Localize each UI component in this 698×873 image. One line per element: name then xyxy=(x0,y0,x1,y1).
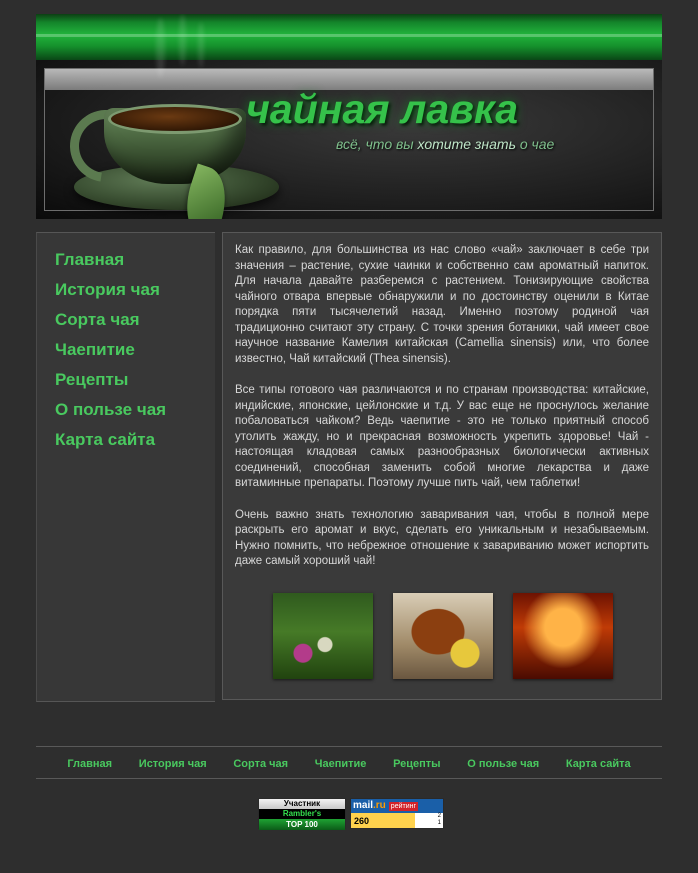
mailru-counter-extra xyxy=(415,813,443,828)
mailru-badge-header xyxy=(351,799,443,813)
footer-divider-top xyxy=(36,746,662,747)
content-paragraph-1: Как правило, для большинства из нас слово «чай» заключает в себе три значения – растение, сухие чаинки и собственно сам ароматный напиток. Для начала давайте разберемся с растением. Тонизирующие свойства чайного отвара впервые обнаружили и по достоинству оценили в Китае порядка пяти тысячелетий назад. Именно поэтому родиной чая традиционно считают эту страну. С точки зрения ботаники, чай имеет свое научное название Камелия китайская (Camellia sinensis) или, что более известно, Чай китайский (Thea sinensis). xyxy=(235,244,649,365)
mailru-logo-ru: .ru xyxy=(373,800,386,811)
rambler-top100-badge[interactable] xyxy=(258,798,346,829)
sidebar-link-chaepitie[interactable]: Чаепитие xyxy=(55,340,135,359)
sidebar-item-chaepitie[interactable] xyxy=(37,335,215,365)
mailru-counter-value: 260 xyxy=(351,813,415,828)
footer-link-chaepitie[interactable]: Чаепитие xyxy=(314,758,367,770)
footer-link-karta-sayta[interactable]: Карта сайта xyxy=(565,758,631,770)
sidebar-item-istoriya-chaya[interactable] xyxy=(37,275,215,305)
content-paragraph-3: Очень важно знать технологию заваривания чая, чтобы в полной мере раскрыть его аромат и вкус, сделать его уникальным и незабываемым. Нужно помнить, что небрежное отношение к завариванию может испортить даже самый хороший чай! xyxy=(235,508,649,567)
photo-tea-with-lemon xyxy=(393,593,493,679)
main-content xyxy=(222,232,662,700)
sidebar-item-recepty[interactable] xyxy=(37,365,215,395)
steam-wisp-icon xyxy=(179,14,186,66)
site-subtitle-highlight: хотите знать xyxy=(417,136,516,152)
site-subtitle-prefix: всё, что вы xyxy=(336,136,418,152)
steam-wisp-icon xyxy=(198,22,204,68)
sidebar-link-glavnaya[interactable]: Главная xyxy=(55,250,125,269)
footer-link-o-polze-chaya[interactable]: О пользе чая xyxy=(467,758,540,770)
sidebar-item-glavnaya[interactable] xyxy=(37,245,215,275)
footer-divider-bottom xyxy=(36,778,662,779)
rambler-line-3: TOP 100 xyxy=(259,819,345,830)
header-green-bar xyxy=(36,14,662,60)
site-header xyxy=(36,14,662,219)
mailru-logo xyxy=(353,801,386,811)
mailru-rating-badge[interactable] xyxy=(350,798,444,829)
site-subtitle xyxy=(336,136,554,152)
site-subtitle-suffix: о чае xyxy=(515,136,555,152)
sidebar-link-recepty[interactable]: Рецепты xyxy=(55,370,129,389)
photo-burning-tea xyxy=(513,593,613,679)
sidebar-link-istoriya-chaya[interactable]: История чая xyxy=(55,280,160,299)
sidebar-nav xyxy=(37,233,215,455)
footer-nav xyxy=(36,752,662,776)
site-title: чайная лавка xyxy=(246,86,519,132)
sidebar-item-sorta-chaya[interactable] xyxy=(37,305,215,335)
counter-badges xyxy=(258,798,444,829)
mailru-rating-label: рейтинг xyxy=(390,802,417,810)
photo-tea-pickers xyxy=(273,593,373,679)
footer-link-glavnaya[interactable]: Главная xyxy=(67,758,113,770)
sidebar-link-karta-sayta[interactable]: Карта сайта xyxy=(55,430,156,449)
mailru-counter-extra-bottom: 1 xyxy=(437,820,441,826)
content-paragraph-2: Все типы готового чая различаются и по странам производства: китайские, индийские, японские, цейлонские и т.д. У вас еще не проснулось желание побаловаться чайком? Ведь чаепитие - это не только приятный способ утолить жажду, но и прекрасная возможность укрепить здоровье! Чай - настоящая кладовая самых разнообразных биологически активных соединений, способная заменить собой многие лекарства и даже витаминные препараты. Поэтому лучше пить чай, чем таблетки! xyxy=(235,384,649,489)
footer-link-sorta-chaya[interactable]: Сорта чая xyxy=(233,758,289,770)
sidebar xyxy=(36,232,215,702)
sidebar-link-o-polze-chaya[interactable]: О пользе чая xyxy=(55,400,167,419)
mailru-logo-main: mail xyxy=(353,800,374,811)
content-gallery xyxy=(273,593,613,679)
rambler-line-1: Участник xyxy=(259,799,345,809)
sidebar-link-sorta-chaya[interactable]: Сорта чая xyxy=(55,310,140,329)
tea-surface-shape xyxy=(108,104,242,134)
footer-link-recepty[interactable]: Рецепты xyxy=(393,758,441,770)
steam-wisp-icon xyxy=(156,18,165,78)
mailru-badge-body xyxy=(351,813,443,828)
mailru-counter-extra-top: 2 xyxy=(437,813,441,819)
footer-link-istoriya-chaya[interactable]: История чая xyxy=(138,758,207,770)
sidebar-item-karta-sayta[interactable] xyxy=(37,425,215,455)
rambler-line-2: Rambler's xyxy=(282,809,322,818)
sidebar-item-o-polze-chaya[interactable] xyxy=(37,395,215,425)
